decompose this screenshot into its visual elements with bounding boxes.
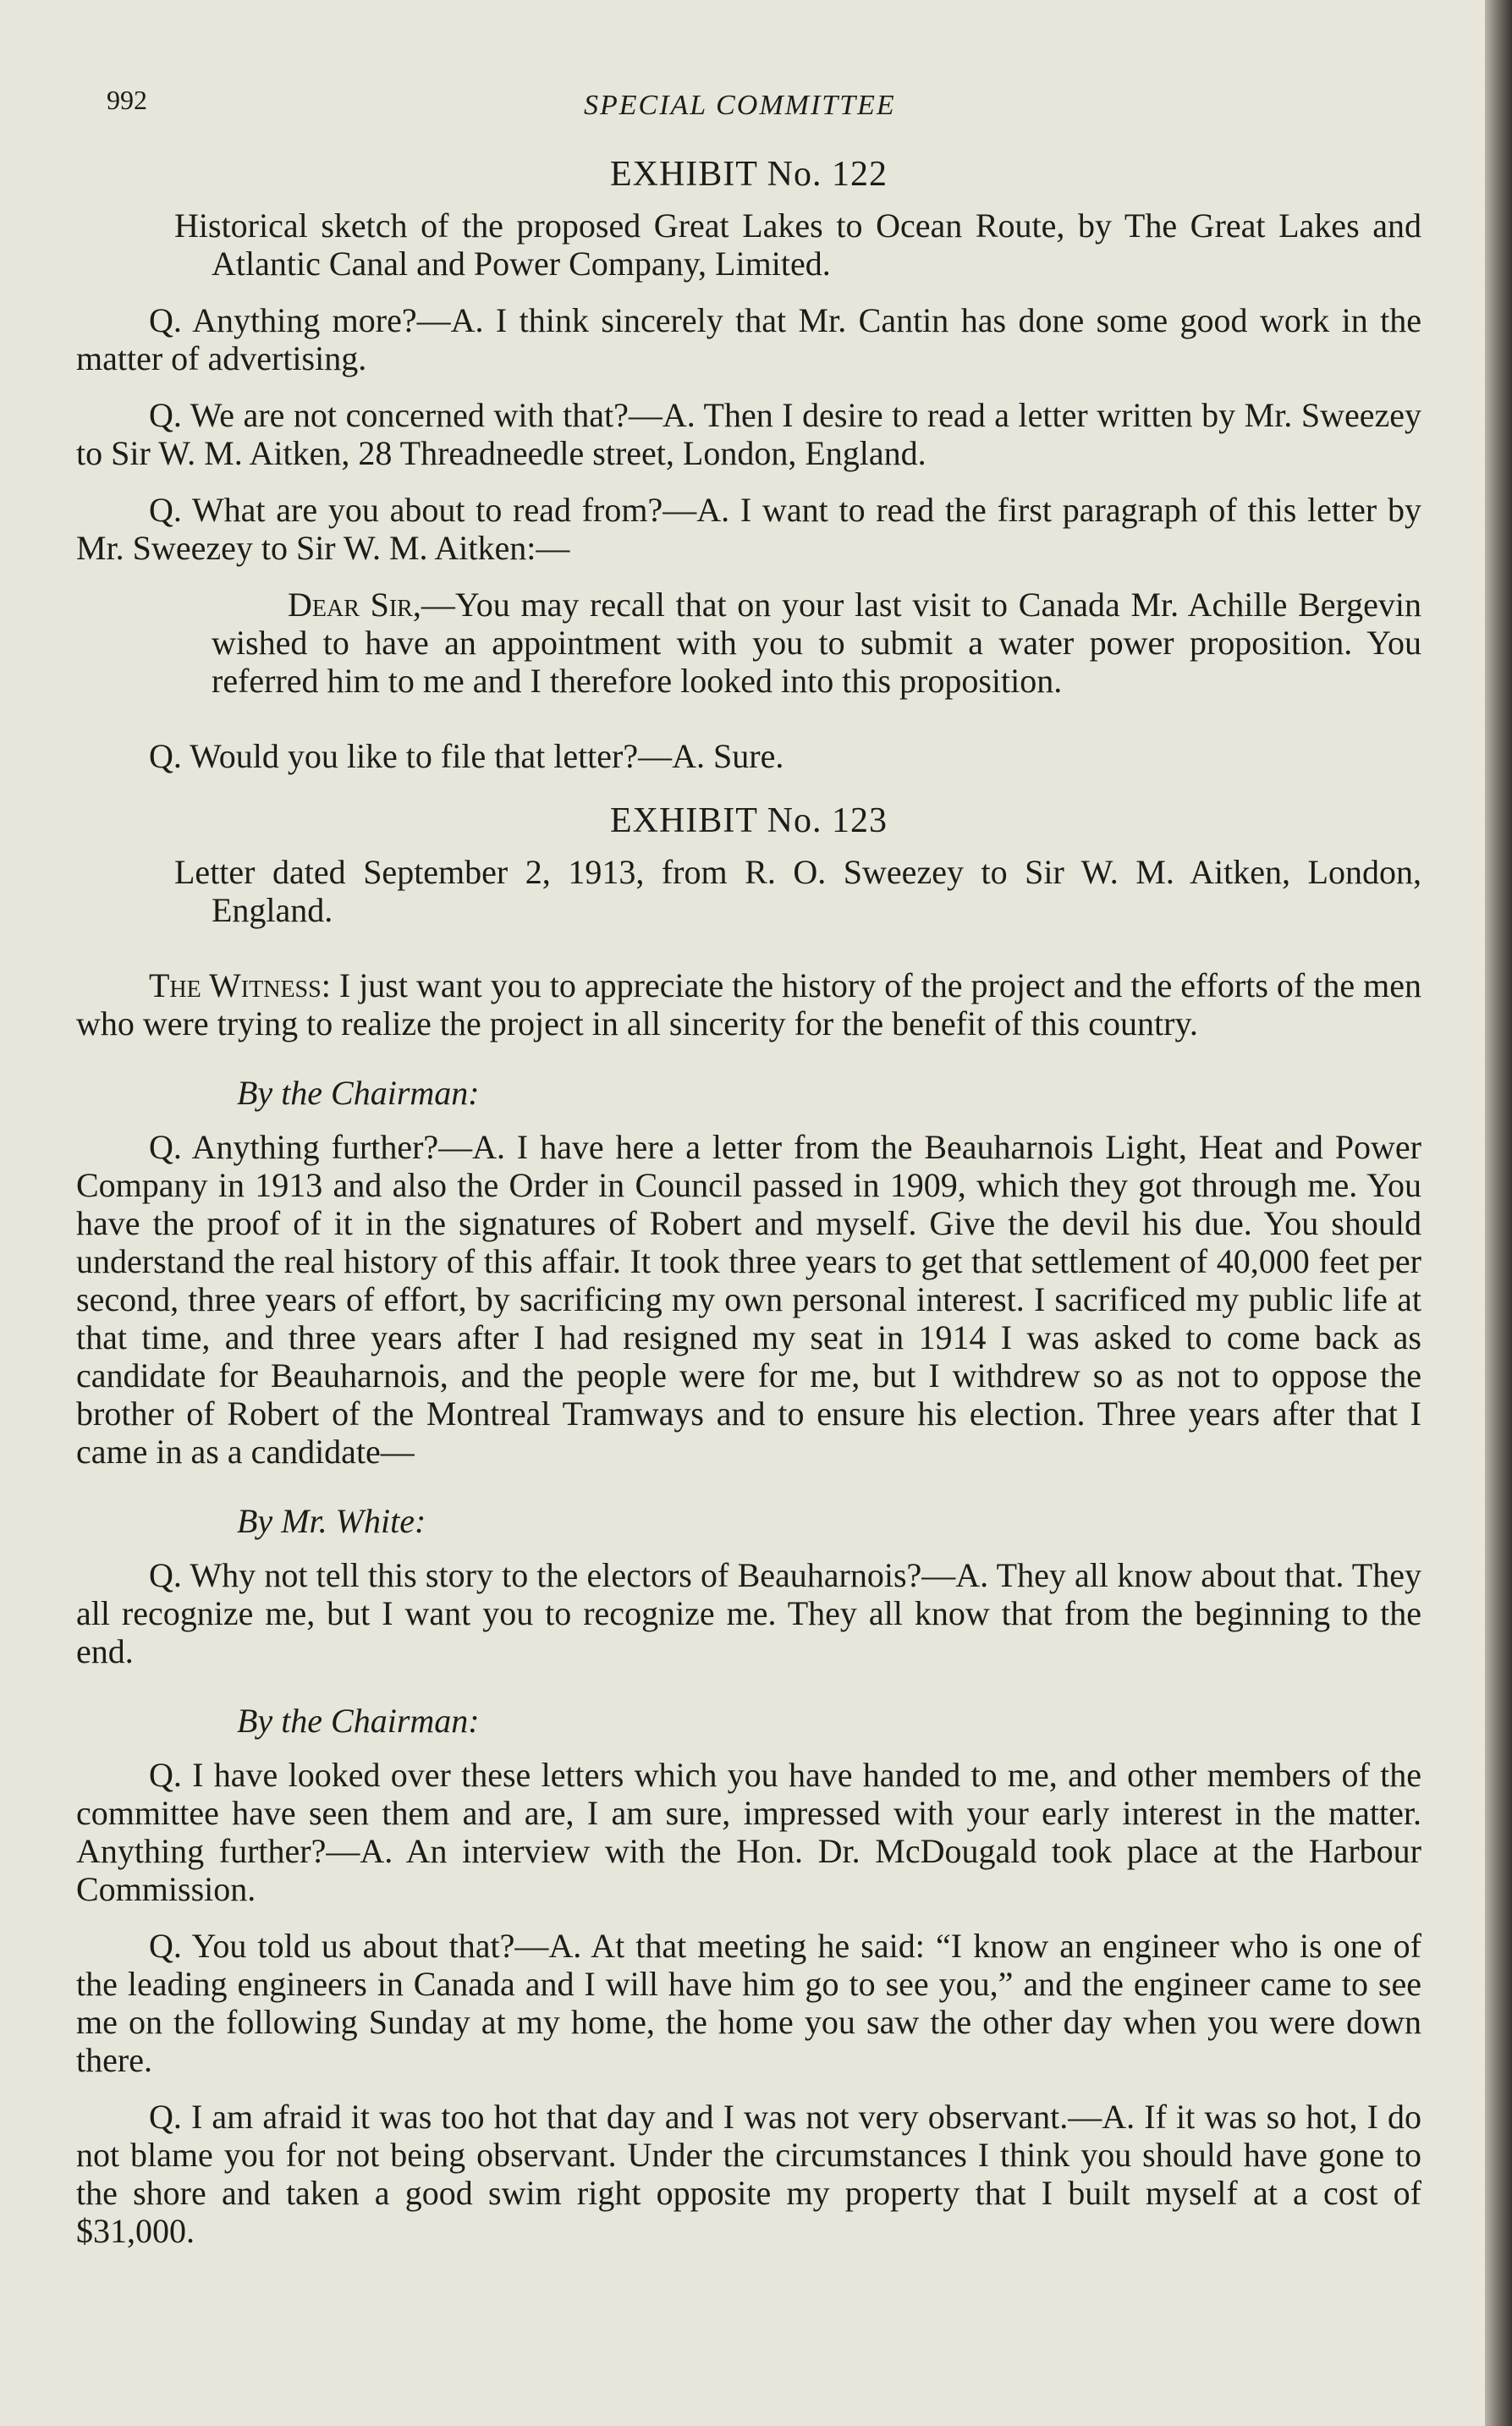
witness-speaker: The Witness xyxy=(149,966,322,1004)
letter-salutation: Dear Sir, xyxy=(288,586,421,624)
qa-paragraph: Q. We are not concerned with that?—A. Then I desire to read a letter written by Mr. Sweezey to Sir W. M. Aitken, 28 Threadneedle street, London, England. xyxy=(76,396,1421,472)
running-head xyxy=(76,78,1421,129)
qa-paragraph: Q. I am afraid it was too hot that day and I was not very observant.—A. If it was so hot, I do not blame you for not being observant. Under the circumstances I think you should have gone to the shore and taken a good swim right opposite my property that I built myself at a cost of $31,000. xyxy=(76,2098,1421,2250)
page-number: 992 xyxy=(107,85,147,115)
exhibit-123-description: Letter dated September 2, 1913, from R. O. Sweezey to Sir W. M. Aitken, London, England. xyxy=(174,853,1421,929)
qa-paragraph: Q. Anything more?—A. I think sincerely that Mr. Cantin has done some good work in the matter of advertising. xyxy=(76,301,1421,377)
qa-paragraph: Q. I have looked over these letters which you have handed to me, and other members of the committee have seen them and are, I am sure, impressed with your early interest in the matter. Anything further?—A. An interview with the Hon. Dr. McDougald took place at the Harbour Commission. xyxy=(76,1756,1421,1908)
running-title: SPECIAL COMMITTEE xyxy=(584,90,896,121)
letter-quote xyxy=(76,586,1421,700)
section-heading-white: By Mr. White: xyxy=(237,1502,426,1540)
qa-paragraph: Q. Would you like to file that letter?—A. Sure. xyxy=(149,737,784,775)
exhibit-122-description: Historical sketch of the proposed Great Lakes to Ocean Route, by The Great Lakes and Atlantic Canal and Power Company, Limited. xyxy=(174,206,1421,283)
qa-paragraph: Q. Anything further?—A. I have here a letter from the Beauharnois Light, Heat and Power Company in 1913 and also the Order in Council passed in 1909, which they got through me. You have the proof of it in the signatures of Robert and myself. Give the devil his due. You should understand the real history of this affair. It took three years to get that settlement of 40,000 feet per second, three years of effort, by sacrificing my own personal interest. I sacrificed my public life at that time, and three years after I had resigned my seat in 1914 I was asked to come back as candidate for Beauharnois, and the people were for me, but I withdrew so as not to oppose the brother of Robert of the Montreal Tramways and to ensure his election. Three years after that I came in as a candidate— xyxy=(76,1128,1421,1471)
witness-statement xyxy=(76,966,1421,1042)
qa-paragraph: Q. Why not tell this story to the electors of Beauharnois?—A. They all know about that. They all recognize me, but I want you to recognize me. They all know that from the beginning to the end. xyxy=(76,1556,1421,1670)
qa-paragraph: Q. What are you about to read from?—A. I want to read the first paragraph of this letter by Mr. Sweezey to Sir W. M. Aitken:— xyxy=(76,491,1421,567)
section-heading-chairman: By the Chairman: xyxy=(237,1702,480,1740)
book-spine-shadow xyxy=(1485,0,1512,2426)
letter-body: —You may recall that on your last visit to Canada Mr. Achille Bergevin wished to have an appointment with you to submit a water power proposition. You referred him to me and I therefore looked into this proposition. xyxy=(212,586,1421,700)
spacer xyxy=(76,718,1421,737)
exhibit-122-heading: EXHIBIT No. 122 xyxy=(609,155,888,194)
witness-text: : I just want you to appreciate the history of the project and the efforts of the men who were trying to realize the project in all sincerity for the benefit of this country. xyxy=(76,966,1422,1042)
page-content xyxy=(76,78,1421,2269)
exhibit-123-heading: EXHIBIT No. 123 xyxy=(609,801,888,840)
section-heading-chairman: By the Chairman: xyxy=(237,1074,480,1112)
spacer xyxy=(76,948,1421,966)
qa-paragraph: Q. You told us about that?—A. At that meeting he said: “I know an engineer who is one of the leading engineers in Canada and I will have him go to see you,” and the engineer came to see me on the following Sunday at my home, the home you saw the other day when you were down there. xyxy=(76,1927,1421,2079)
